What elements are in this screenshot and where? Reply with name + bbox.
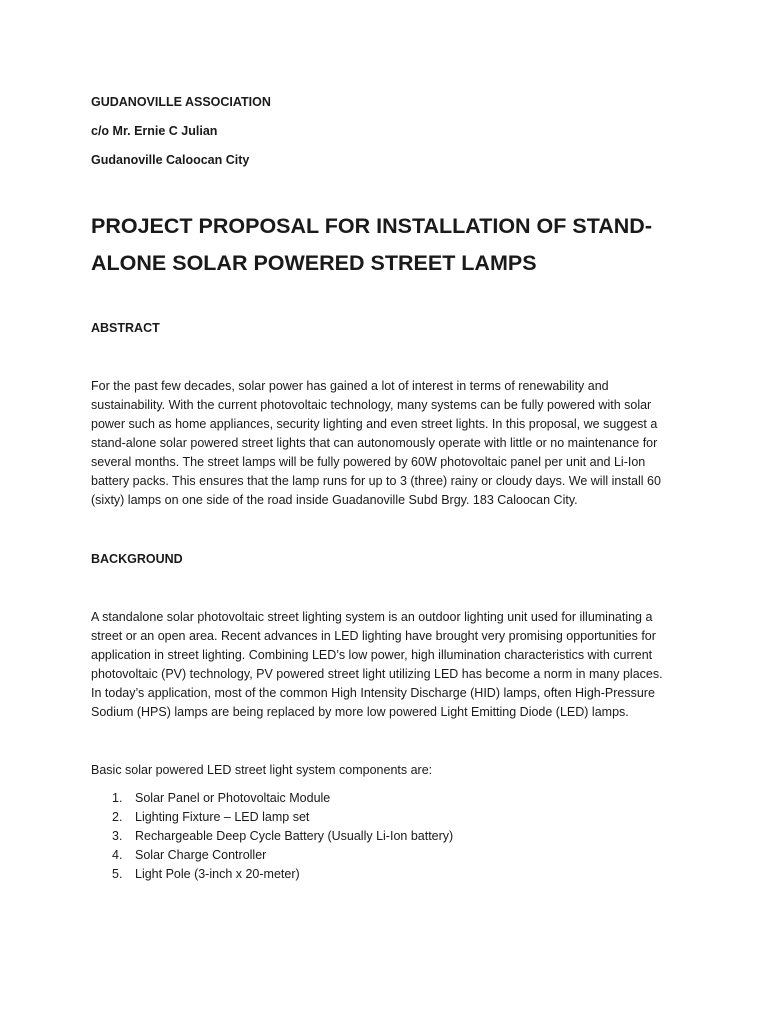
background-line: Sodium (HPS) lamps are being replaced by more low powered Light Emitting Diode (LED) lamps.: [91, 705, 629, 719]
abstract-paragraph: [91, 377, 711, 510]
components-intro: [91, 761, 711, 780]
list-item: [112, 846, 453, 865]
list-item-text: Solar Panel or Photovoltaic Module: [135, 791, 331, 805]
document-title: [91, 208, 691, 282]
list-item-number: 4.: [112, 848, 123, 862]
abstract-line: (sixty) lamps on one side of the road inside Guadanoville Subd Brgy. 183 Caloocan City.: [91, 493, 578, 507]
abstract-line: battery packs. This ensures that the lamp runs for up to 3 (three) rainy or cloudy days. We will install 60: [91, 474, 661, 488]
list-item-text: Rechargeable Deep Cycle Battery (Usually Li-Ion battery): [135, 829, 454, 843]
address-care-of: c/o Mr. Ernie C Julian: [91, 124, 218, 138]
list-item: [112, 808, 453, 827]
abstract-line: several months. The street lamps will be fully powered by 60W photovoltaic panel per unit and Li-Ion: [91, 455, 646, 469]
background-line: street or an open area. Recent advances in LED lighting have brought very promising opportunities for: [91, 629, 656, 643]
title-line-1: PROJECT PROPOSAL FOR INSTALLATION OF STAND-: [91, 214, 652, 238]
components-intro-text: Basic solar powered LED street light system components are:: [91, 763, 433, 777]
address-city: Gudanoville Caloocan City: [91, 153, 250, 167]
abstract-line: sustainability. With the current photovoltaic technology, many systems can be fully powered with solar: [91, 398, 652, 412]
list-item: [112, 865, 453, 884]
abstract-heading: ABSTRACT: [91, 321, 160, 335]
background-line: In today’s application, most of the common High Intensity Discharge (HID) lamps, often High-Pressure: [91, 686, 655, 700]
list-item-number: 3.: [112, 829, 123, 843]
list-item-text: Lighting Fixture – LED lamp set: [135, 810, 310, 824]
list-item-number: 5.: [112, 867, 123, 881]
address-organization: GUDANOVILLE ASSOCIATION: [91, 95, 271, 109]
background-line: photovoltaic (PV) technology, PV powered street light utilizing LED has become a norm in many places.: [91, 667, 663, 681]
list-item-number: 1.: [112, 791, 123, 805]
background-heading: BACKGROUND: [91, 552, 183, 566]
background-line: A standalone solar photovoltaic street lighting system is an outdoor lighting unit used for illuminating a: [91, 610, 653, 624]
abstract-line: power such as home appliances, security lighting and even street lights. In this proposal, we suggest a: [91, 417, 658, 431]
background-line: application in street lighting. Combining LED’s low power, high illumination characteristics with current: [91, 648, 653, 662]
background-paragraph: [91, 608, 711, 722]
title-line-2: ALONE SOLAR POWERED STREET LAMPS: [91, 251, 537, 275]
list-item-text: Solar Charge Controller: [135, 848, 267, 862]
list-item: [112, 789, 453, 808]
list-item: [112, 827, 453, 846]
abstract-line: For the past few decades, solar power has gained a lot of interest in terms of renewability and: [91, 379, 609, 393]
abstract-line: stand-alone solar powered street lights that can autonomously operate with little or no maintenance for: [91, 436, 658, 450]
list-item-number: 2.: [112, 810, 123, 824]
list-item-text: Light Pole (3-inch x 20-meter): [135, 867, 300, 881]
components-list: [112, 789, 453, 884]
